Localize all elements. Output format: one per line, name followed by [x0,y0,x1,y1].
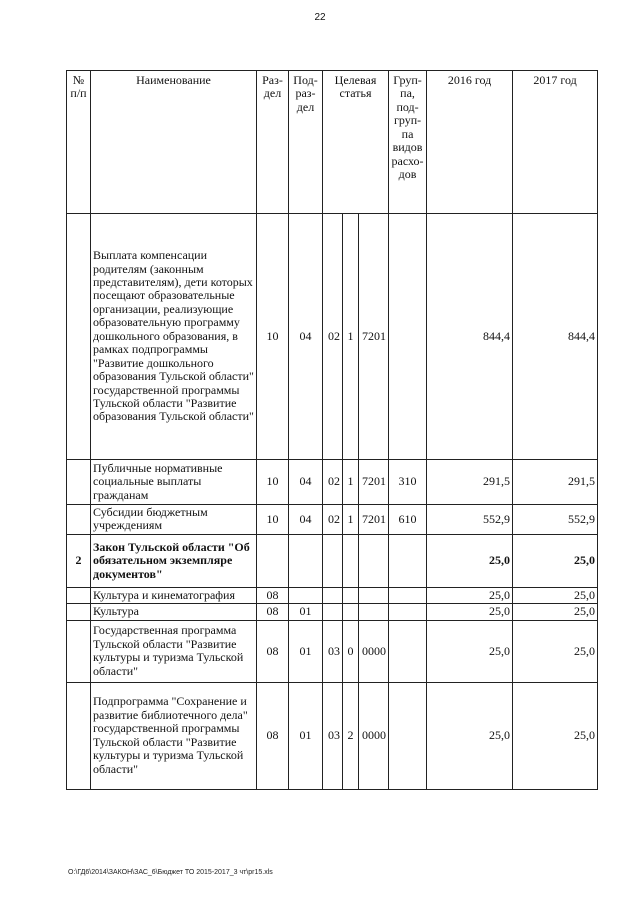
header-year-2017: 2017 год [513,71,598,214]
cell-target-direction: 7201 [359,460,389,505]
cell-amount-2017: 25,0 [513,534,598,587]
cell-amount-2016: 291,5 [427,460,513,505]
cell-num [67,604,91,620]
cell-amount-2017: 291,5 [513,460,598,505]
table-row [67,682,598,789]
cell-expense-group [389,620,427,682]
cell-name: Закон Тульской области "Об обязательном экземпляре документов" [91,534,257,587]
header-num: № п/п [67,71,91,214]
cell-num [67,214,91,460]
cell-target-direction [359,604,389,620]
cell-target-subprogram: 1 [343,460,359,505]
cell-podrazdel [289,534,323,587]
cell-amount-2017: 844,4 [513,214,598,460]
cell-expense-group [389,587,427,603]
header-razdel: Раз-дел [257,71,289,214]
budget-table [66,70,598,790]
header-podrazdel: Под-раз-дел [289,71,323,214]
cell-razdel: 08 [257,587,289,603]
header-name: Наименование [91,71,257,214]
header-row [67,71,598,214]
header-expense-group: Груп-па, под-груп-па видов расхо-дов [389,71,427,214]
cell-num [67,505,91,535]
header-year-2016: 2016 год [427,71,513,214]
cell-amount-2016: 552,9 [427,505,513,535]
cell-amount-2017: 25,0 [513,604,598,620]
cell-amount-2016: 25,0 [427,682,513,789]
cell-amount-2017: 25,0 [513,682,598,789]
cell-target-program: 03 [323,620,343,682]
cell-podrazdel: 01 [289,620,323,682]
cell-razdel [257,534,289,587]
table-row [67,587,598,603]
cell-num [67,620,91,682]
page-number: 22 [314,12,326,23]
table-row [67,214,598,460]
cell-name: Культура [91,604,257,620]
cell-podrazdel [289,587,323,603]
cell-expense-group [389,534,427,587]
table-body [67,214,598,790]
cell-razdel: 08 [257,604,289,620]
cell-target-direction: 7201 [359,214,389,460]
cell-target-subprogram: 1 [343,214,359,460]
cell-amount-2016: 844,4 [427,214,513,460]
cell-amount-2016: 25,0 [427,534,513,587]
cell-podrazdel: 01 [289,604,323,620]
cell-amount-2016: 25,0 [427,604,513,620]
cell-expense-group [389,214,427,460]
cell-target-program [323,587,343,603]
table-row [67,460,598,505]
cell-target-direction: 7201 [359,505,389,535]
file-path-footer: O:\ГД6\2014\ЗАКОН\ЗАС_6\Бюджет ТО 2015-2017_3 чт\pr15.xls [68,869,273,876]
cell-target-subprogram [343,587,359,603]
cell-target-program: 02 [323,214,343,460]
header-target-article: Целевая статья [323,71,389,214]
cell-name: Культура и кинематография [91,587,257,603]
cell-name: Государственная программа Тульской области "Развитие культуры и туризма Тульской области" [91,620,257,682]
cell-razdel: 10 [257,460,289,505]
cell-target-program: 02 [323,460,343,505]
cell-name: Выплата компенсации родителям (законным представителям), дети которых посещают образовательные организации, реализующие образовательную программу дошкольного образования, в рамках подпрограммы "Развитие дошкольного образования Тульской области" государственной программы Тульской области "Развитие образования Тульской области" [91,214,257,460]
cell-amount-2016: 25,0 [427,587,513,603]
cell-amount-2017: 25,0 [513,620,598,682]
cell-razdel: 10 [257,505,289,535]
table-row [67,534,598,587]
cell-amount-2017: 552,9 [513,505,598,535]
cell-target-direction: 0000 [359,682,389,789]
table-row [67,620,598,682]
cell-razdel: 08 [257,682,289,789]
cell-target-direction [359,587,389,603]
cell-podrazdel: 04 [289,214,323,460]
cell-amount-2017: 25,0 [513,587,598,603]
cell-expense-group [389,682,427,789]
cell-target-program: 03 [323,682,343,789]
cell-name: Субсидии бюджетным учреждениям [91,505,257,535]
cell-target-program [323,534,343,587]
cell-podrazdel: 01 [289,682,323,789]
table-row [67,604,598,620]
cell-target-subprogram: 1 [343,505,359,535]
cell-expense-group: 610 [389,505,427,535]
cell-target-subprogram [343,534,359,587]
cell-num [67,587,91,603]
cell-target-program: 02 [323,505,343,535]
cell-num [67,460,91,505]
cell-num: 2 [67,534,91,587]
cell-target-direction [359,534,389,587]
cell-razdel: 08 [257,620,289,682]
cell-podrazdel: 04 [289,505,323,535]
cell-target-direction: 0000 [359,620,389,682]
cell-target-subprogram: 0 [343,620,359,682]
cell-podrazdel: 04 [289,460,323,505]
cell-name: Публичные нормативные социальные выплаты гражданам [91,460,257,505]
cell-name: Подпрограмма "Сохранение и развитие библиотечного дела" государственной программы Тульской области "Развитие культуры и туризма Тульской области" [91,682,257,789]
cell-razdel: 10 [257,214,289,460]
cell-target-subprogram [343,604,359,620]
cell-expense-group [389,604,427,620]
cell-expense-group: 310 [389,460,427,505]
cell-target-subprogram: 2 [343,682,359,789]
cell-amount-2016: 25,0 [427,620,513,682]
table-row [67,505,598,535]
cell-num [67,682,91,789]
cell-target-program [323,604,343,620]
